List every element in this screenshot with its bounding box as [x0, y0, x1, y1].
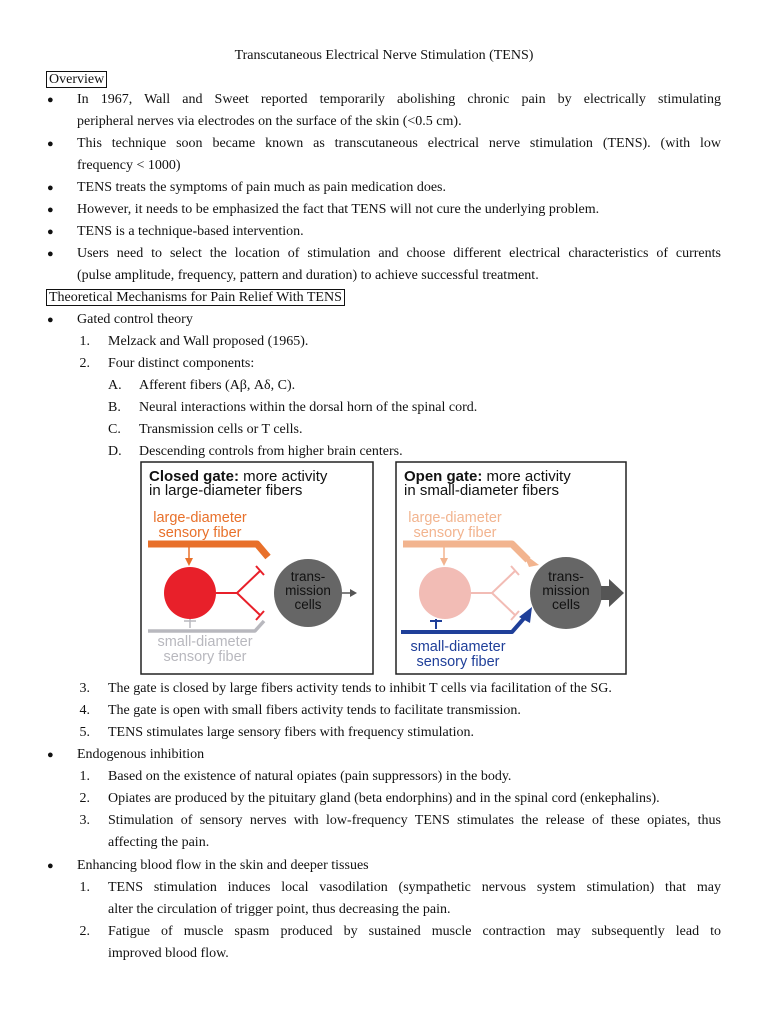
- endogenous-label: Endogenous inhibition: [77, 747, 205, 762]
- overview-bullet-6-line-2: (pulse amplitude, frequency, pattern and duration) to achieve successful treatment.: [77, 268, 539, 283]
- overview-bullet-4: However, it needs to be emphasized the fact that TENS will not cure the underlying problem.: [77, 202, 600, 217]
- open-large-fiber-label-2: sensory fiber: [413, 525, 497, 541]
- open-gate-subtitle: in small-diameter fibers: [404, 482, 560, 499]
- blood-flow-item-1-line-2: alter the circulation of trigger point, thus decreasing the pain.: [108, 902, 451, 917]
- list-letter: A.: [108, 378, 122, 393]
- endogenous-item-2: Opiates are produced by the pituitary gland (beta endorphins) and in the spinal cord (enkephalins).: [108, 791, 660, 806]
- closed-t-cell-label-2: mission: [285, 583, 331, 598]
- component-c: Transmission cells or T cells.: [139, 422, 303, 437]
- closed-t-cell-label-1: trans-: [290, 569, 326, 584]
- bullet-glyph: ●: [47, 204, 54, 216]
- blood-flow-label: Enhancing blood flow in the skin and deeper tissues: [77, 858, 369, 873]
- open-large-fiber-label-1: large-diameter: [408, 510, 502, 526]
- blood-flow-item-2-line-2: improved blood flow.: [108, 946, 229, 961]
- closed-t-cell-label-3: cells: [294, 597, 322, 612]
- closed-large-fiber-label-2: sensory fiber: [158, 525, 242, 541]
- gate-control-figure: [140, 461, 628, 677]
- blood-flow-item-2-line-1: Fatigue of muscle spasm produced by sustained muscle contraction may subsequently lead to: [108, 924, 721, 939]
- overview-bullet-1-line-2: peripheral nerves via electrodes on the surface of the skin (<0.5 cm).: [77, 114, 462, 129]
- closed-sg-cell: [164, 567, 216, 619]
- component-a: Afferent fibers (Aβ, Aδ, C).: [139, 378, 296, 393]
- bullet-glyph: ●: [47, 314, 54, 326]
- gated-control-label: Gated control theory: [77, 312, 193, 327]
- overview-bullet-2-line-2: frequency < 1000): [77, 158, 181, 173]
- closed-gate-panel: [141, 462, 373, 674]
- document-title: Transcutaneous Electrical Nerve Stimulation (TENS): [234, 48, 534, 63]
- overview-heading: Overview: [46, 71, 107, 88]
- closed-small-fiber-label-2: sensory fiber: [163, 649, 247, 665]
- list-number: 3.: [79, 813, 90, 828]
- component-b: Neural interactions within the dorsal horn of the spinal cord.: [139, 400, 478, 415]
- blood-flow-item-1-line-1: TENS stimulation induces local vasodilation (sympathetic nervous system stimulation) that may: [108, 880, 721, 895]
- list-number: 3.: [79, 681, 90, 696]
- list-letter: C.: [108, 422, 121, 437]
- endogenous-item-3-line-1: Stimulation of sensory nerves with low-frequency TENS stimulates the release of these opiates, thus: [108, 813, 721, 828]
- list-number: 2.: [79, 924, 90, 939]
- endogenous-item-1: Based on the existence of natural opiates (pain suppressors) in the body.: [108, 769, 512, 784]
- list-letter: D.: [108, 444, 122, 459]
- closed-large-fiber-label-1: large-diameter: [153, 510, 247, 526]
- overview-bullet-6-line-1: Users need to select the location of stimulation and choose different electrical characteristics of currents: [77, 246, 721, 261]
- list-number: 4.: [79, 703, 90, 718]
- open-gate-title: Open gate: more activity: [404, 468, 571, 485]
- closed-gate-title: Closed gate: more activity: [149, 468, 328, 485]
- list-number: 5.: [79, 725, 90, 740]
- overview-bullet-3: TENS treats the symptoms of pain much as pain medication does.: [77, 180, 446, 195]
- open-gate-panel: [396, 462, 626, 674]
- closed-gate-subtitle: in large-diameter fibers: [149, 482, 303, 499]
- bullet-glyph: ●: [47, 248, 54, 260]
- gated-item-3: The gate is closed by large fibers activity tends to inhibit T cells via facilitation of the SG.: [108, 681, 612, 696]
- overview-bullet-1-line-1: In 1967, Wall and Sweet reported temporarily abolishing chronic pain by electrically stimulating: [77, 92, 721, 107]
- bullet-glyph: ●: [47, 749, 54, 761]
- list-number: 2.: [79, 791, 90, 806]
- gated-item-1: Melzack and Wall proposed (1965).: [108, 334, 309, 349]
- list-number: 1.: [79, 334, 90, 349]
- open-small-fiber-label-1: small-diameter: [410, 639, 506, 655]
- open-t-cell-label-3: cells: [551, 596, 581, 612]
- bullet-glyph: ●: [47, 182, 54, 194]
- bullet-glyph: ●: [47, 94, 54, 106]
- bullet-glyph: ●: [47, 138, 54, 150]
- open-t-cell-label-1: trans-: [548, 568, 584, 584]
- open-t-cell-label-2: mission: [542, 582, 590, 598]
- open-small-fiber-label-2: sensory fiber: [416, 654, 500, 670]
- endogenous-item-3-line-2: affecting the pain.: [108, 835, 210, 850]
- overview-bullet-5: TENS is a technique-based intervention.: [77, 224, 304, 239]
- gated-item-5: TENS stimulates large sensory fibers with frequency stimulation.: [108, 725, 475, 740]
- closed-small-fiber-label-1: small-diameter: [157, 634, 253, 650]
- list-number: 1.: [79, 769, 90, 784]
- list-letter: B.: [108, 400, 121, 415]
- list-number: 2.: [79, 356, 90, 371]
- list-number: 1.: [79, 880, 90, 895]
- gated-item-2: Four distinct components:: [108, 356, 255, 371]
- gated-item-4: The gate is open with small fibers activity tends to facilitate transmission.: [108, 703, 521, 718]
- component-d: Descending controls from higher brain centers.: [139, 444, 403, 459]
- mechanisms-heading: Theoretical Mechanisms for Pain Relief With TENS: [46, 289, 345, 306]
- bullet-glyph: ●: [47, 860, 54, 872]
- bullet-glyph: ●: [47, 226, 54, 238]
- open-sg-cell: [419, 567, 471, 619]
- overview-bullet-2-line-1: This technique soon became known as transcutaneous electrical nerve stimulation (TENS). (with low: [77, 136, 721, 151]
